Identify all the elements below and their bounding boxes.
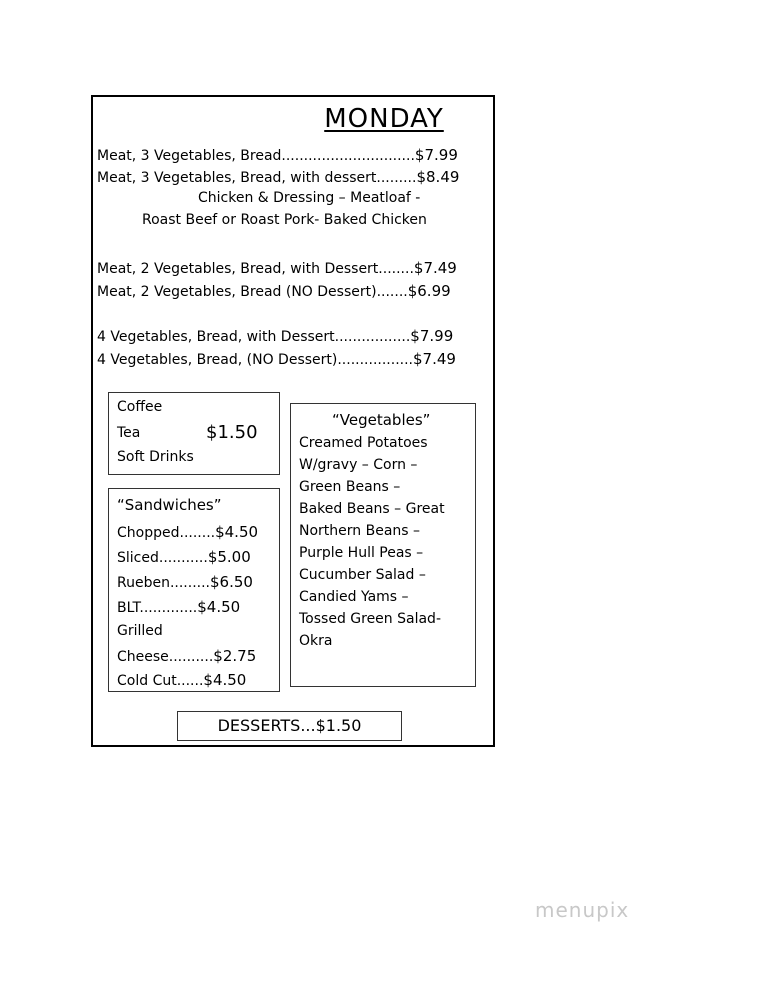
plate-price: $7.49	[413, 350, 456, 368]
vegetable-line: Okra	[299, 633, 333, 649]
plate-line: Meat, 2 Vegetables, Bread (NO Dessert).......$6.99	[97, 282, 451, 300]
menu-title: MONDAY	[324, 104, 444, 134]
plate-line: 4 Vegetables, Bread, (NO Dessert).................$7.49	[97, 350, 456, 368]
vegetable-line: Cucumber Salad –	[299, 567, 426, 583]
plate-price: $7.99	[410, 327, 454, 345]
vegetables-heading: “Vegetables”	[332, 411, 431, 429]
plate-price: $7.99	[414, 146, 458, 164]
sandwich-item: Cold Cut......$4.50	[117, 671, 247, 689]
meat-options: Chicken & Dressing – Meatloaf -	[198, 190, 421, 206]
sandwich-item: Sliced...........$5.00	[117, 548, 251, 566]
vegetable-line: Northern Beans –	[299, 523, 421, 539]
vegetable-line: Candied Yams –	[299, 589, 409, 605]
plate-line: 4 Vegetables, Bread, with Dessert.................$7.99	[97, 327, 454, 345]
plate-price: $8.49	[416, 168, 460, 186]
drink-item: Tea	[117, 425, 141, 441]
sandwiches-heading: “Sandwiches”	[117, 496, 222, 514]
plate-line: Meat, 3 Vegetables, Bread, with dessert.........$8.49	[97, 168, 460, 186]
sandwich-item: BLT.............$4.50	[117, 598, 241, 616]
desserts-box: DESSERTS...$1.50	[177, 711, 402, 741]
drink-item: Soft Drinks	[117, 449, 194, 465]
vegetable-line: Baked Beans – Great	[299, 501, 445, 517]
vegetable-line: Purple Hull Peas –	[299, 545, 424, 561]
sandwich-item: Cheese..........$2.75	[117, 647, 257, 665]
vegetable-line: Green Beans –	[299, 479, 401, 495]
drink-item: Coffee	[117, 399, 163, 415]
sandwich-item: Chopped........$4.50	[117, 523, 259, 541]
drinks-price: $1.50	[206, 422, 258, 443]
vegetable-line: Tossed Green Salad-	[299, 611, 441, 627]
plate-line: Meat, 2 Vegetables, Bread, with Dessert........$7.49	[97, 259, 457, 277]
meat-options: Roast Beef or Roast Pork- Baked Chicken	[142, 212, 427, 228]
plate-line: Meat, 3 Vegetables, Bread..............................$7.99	[97, 146, 458, 164]
vegetable-line: Creamed Potatoes	[299, 435, 428, 451]
sandwich-item: Grilled	[117, 623, 163, 639]
watermark-logo: menupix	[535, 898, 630, 922]
plate-price: $7.49	[413, 259, 457, 277]
sandwich-item: Rueben.........$6.50	[117, 573, 253, 591]
vegetable-line: W/gravy – Corn –	[299, 457, 418, 473]
plate-price: $6.99	[407, 282, 451, 300]
